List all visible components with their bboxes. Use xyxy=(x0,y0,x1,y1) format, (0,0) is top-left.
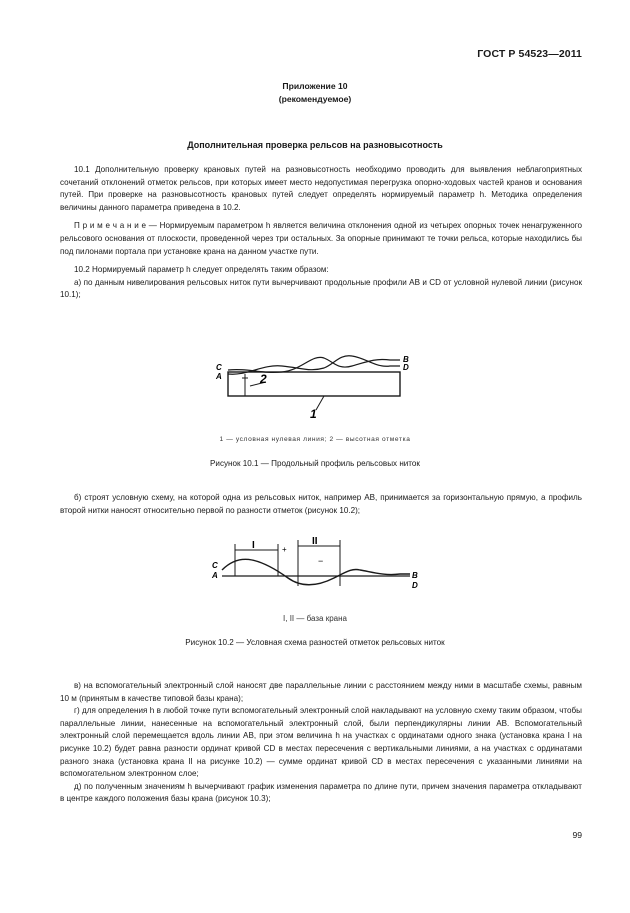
label-c: C xyxy=(212,561,218,570)
difference-curve-cd xyxy=(222,559,410,584)
text-block-bottom xyxy=(60,680,582,806)
figure-10-1-legend: 1 — условная нулевая линия; 2 — высотная отметка xyxy=(219,436,411,443)
figure-10-2-caption: Рисунок 10.2 — Условная схема разностей отметок рельсовых ниток xyxy=(185,638,445,647)
figure-10-1 xyxy=(200,342,430,422)
label-a: A xyxy=(216,372,222,381)
profile-frame xyxy=(228,372,400,396)
annex-status: (рекомендуемое) xyxy=(278,94,352,104)
figure-10-1-caption: Рисунок 10.1 — Продольный профиль рельсовых ниток xyxy=(210,459,420,468)
text-block-b xyxy=(60,492,582,517)
label-d: D xyxy=(412,581,418,590)
item-g: г) для определения h в любой точке пути вспомогательный электронный слой накладывают на условную схему таким образом, чтобы параллельные линии, нанесенные на вспомогательный электронный слой, были перпендикулярны линии AB. Вспомогательный электронный слой перемещается вдоль линии AB, при этом величина h на участках с ординатами одного знака (установка крана I на рисунке 10.2) будет равна разности ординат кривой CD в местах пересечения с вертикальными линиями, а на участках с ординатами разного знака (установка крана II на рисунке 10.2) — сумме ординат кривой CD в местах пересечения с указанными линиями на вспомогательном электронном слое; xyxy=(60,706,582,779)
section-title: Дополнительная проверка рельсов на разновысотность xyxy=(187,140,443,150)
figure-10-2-legend: I, II — база крана xyxy=(283,614,347,623)
label-plus: + xyxy=(282,545,287,554)
label-base-ii: II xyxy=(312,536,318,547)
label-b: B xyxy=(403,355,409,364)
label-minus: − xyxy=(318,556,324,566)
label-d: D xyxy=(403,363,409,372)
item-d: д) по полученным значениям h вычерчивают график изменения параметра по длине пути, причем значения параметра откладывают в центре каждого положения базы крана (рисунок 10.3); xyxy=(60,781,582,804)
paragraph-10-2: 10.2 Нормируемый параметр h следует определять таким образом: xyxy=(74,265,329,275)
item-b: б) строят условную схему, на которой одна из рельсовых ниток, например AB, принимается за горизонтальную прямую, а профиль второй нитки наносят относительно первой по разности отметок (рисунок 10.2); xyxy=(60,493,582,515)
standard-header: ГОСТ Р 54523—2011 xyxy=(477,48,582,60)
label-a: A xyxy=(212,571,218,580)
label-1: 1 xyxy=(310,407,317,421)
label-base-i: I xyxy=(252,540,255,551)
label-b: B xyxy=(412,571,418,580)
note-paragraph xyxy=(60,220,582,258)
label-2: 2 xyxy=(260,372,267,386)
annex-heading xyxy=(0,80,630,106)
note-text: — Нормируемым параметром h является величина отклонения одной из четырех опорных точек ненагруженного рельсового основания от плоскости, проведенной через три остальных. За опорные принимают те точки рельса, которые находились бы под пилонами портала при установке крана на данном участке пути. xyxy=(60,221,582,256)
item-a: а) по данным нивелирования рельсовых ниток пути вычерчивают продольные профили AB и CD от условной нулевой линии (рисунок 10.1); xyxy=(60,277,582,300)
figure-10-2 xyxy=(200,530,430,594)
note-label: П р и м е ч а н и е xyxy=(74,221,147,231)
paragraph-10-1: 10.1 Дополнительную проверку крановых путей на разновысотность необходимо проводить для выявления неблагоприятных сочетаний отклонений отметок рельсов, при которых имеет место недопустимая перегрузка опорно-ходовых частей кранов и основания путей. При проверке на разновысотность крановых путей следует определять нормируемый параметр h. Методика определения величины данного параметра приведена в 10.2. xyxy=(60,165,582,212)
annex-title: Приложение 10 xyxy=(282,81,348,91)
leader-1 xyxy=(316,396,324,410)
text-block-top xyxy=(60,164,582,302)
item-v: в) на вспомогательный электронный слой наносят две параллельные линии с расстоянием между ними в масштабе схемы, равным 10 м (принятым в качестве типовой базы крана); xyxy=(60,681,582,703)
page-number: 99 xyxy=(572,830,582,840)
label-c: C xyxy=(216,363,222,372)
